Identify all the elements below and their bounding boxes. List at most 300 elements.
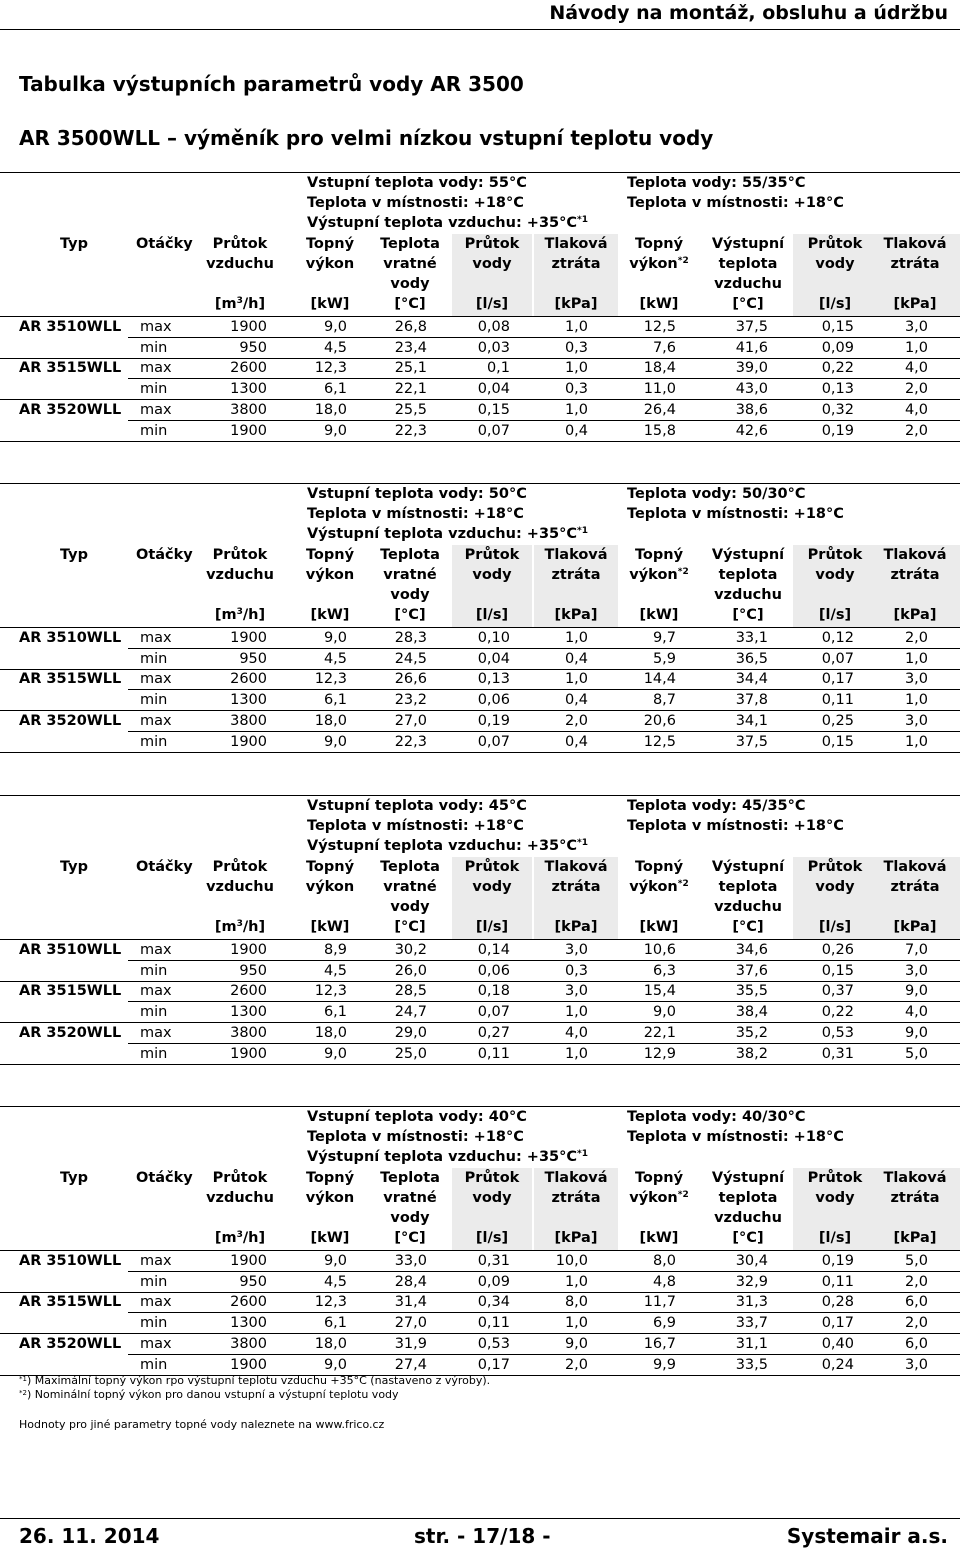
cell-kw2: 11,7 [643, 1294, 676, 1311]
unit-kw: [kW] [639, 919, 679, 935]
cell-otacky: max [140, 630, 172, 646]
cell-kw2: 12,5 [643, 733, 676, 750]
cell-kw: 6,1 [323, 692, 347, 709]
group-header-left: Výstupní teplota vzduchu: $+35^\circ C^{*1}$ [307, 1149, 588, 1165]
cell-dp2: 3,0 [904, 671, 928, 688]
col-header-return-temp: vratné [383, 1190, 437, 1206]
group-header-left: Vstupní teplota vody: 50°C [307, 486, 527, 502]
cell-ret: 31,9 [394, 1335, 427, 1352]
cell-typ: AR 3515WLL [19, 983, 122, 1000]
cell-kw2: 6,9 [652, 1315, 676, 1332]
unit-kpa: [kPa] [554, 919, 598, 935]
col-header-return-temp: vody [390, 899, 430, 915]
col-header-pressure-loss-nominal: Tlaková [883, 547, 947, 563]
unit-kpa: [kPa] [554, 296, 598, 312]
cell-air: 1300 [230, 1004, 267, 1021]
cell-flow2: 0,07 [821, 650, 854, 667]
col-header-heating: Topný [305, 859, 355, 875]
cell-dp2: 3,0 [904, 1356, 928, 1373]
cell-ret: 25,1 [394, 360, 427, 377]
cell-dp: 1,0 [564, 1315, 588, 1332]
col-header-water-flow: Průtok [464, 236, 520, 252]
cell-flow2: 0,26 [821, 942, 854, 958]
cell-air: 2600 [230, 983, 267, 1000]
col-header-heating-nominal: výkon$^{*2}$ [629, 879, 689, 895]
col-header-outlet-temp: Výstupní [711, 1170, 785, 1186]
cell-ret: 33,0 [394, 1253, 427, 1269]
cell-otacky: max [140, 712, 172, 729]
cell-air: 1900 [230, 942, 267, 958]
col-header-water-flow: Průtok [464, 859, 520, 875]
cell-otacky: max [140, 942, 172, 958]
cell-typ: AR 3510WLL [19, 630, 122, 646]
col-header-water-flow-nominal: Průtok [807, 859, 863, 875]
cell-dp: 1,0 [564, 360, 588, 377]
row-rule [0, 1064, 960, 1065]
cell-kw: 18,0 [314, 1024, 347, 1041]
col-header-typ: Typ [60, 547, 89, 563]
cell-dp: 1,0 [564, 1004, 588, 1021]
group-header-left: Výstupní teplota vzduchu: $+35^\circ C^{*1}$ [307, 526, 588, 542]
cell-flow2: 0,11 [821, 1273, 854, 1290]
cell-air: 2600 [230, 1294, 267, 1311]
unit-flow: [l/s] [475, 919, 509, 935]
col-header-return-temp: Teplota [380, 1170, 440, 1186]
cell-dp2: 2,0 [904, 1273, 928, 1290]
cell-air: 1300 [230, 692, 267, 709]
cell-typ: AR 3510WLL [19, 1253, 122, 1269]
col-header-water-flow: Průtok [464, 547, 520, 563]
cell-dp: 1,0 [564, 671, 588, 688]
cell-ret: 26,8 [394, 319, 427, 335]
header-rule [0, 29, 960, 30]
col-header-water-flow-nominal: vody [815, 567, 855, 583]
col-header-pressure-loss: ztráta [551, 1190, 601, 1206]
cell-out: 42,6 [735, 422, 768, 439]
col-header-return-temp: Teplota [380, 236, 440, 252]
cell-kw: 18,0 [314, 401, 347, 418]
col-header-air-flow: Průtok [212, 859, 268, 875]
cell-otacky: max [140, 401, 172, 418]
group-header-left: Teplota v místnosti: +18°C [307, 506, 524, 522]
col-header-air-flow: vzduchu [206, 1190, 274, 1206]
cell-ret: 25,0 [394, 1045, 427, 1062]
col-header-water-flow: vody [472, 879, 512, 895]
unit-flow: [l/s] [475, 296, 509, 312]
col-header-water-flow-nominal: vody [815, 879, 855, 895]
cell-dp2: 9,0 [904, 983, 928, 1000]
cell-ret: 24,5 [394, 650, 427, 667]
col-header-pressure-loss: ztráta [551, 567, 601, 583]
cell-out: 37,8 [735, 692, 768, 709]
unit-air-flow: $[m^3/h]$ [214, 919, 266, 935]
unit-celsius: [°C] [732, 919, 764, 935]
cell-ret: 24,7 [394, 1004, 427, 1021]
cell-kw2: 8,7 [652, 692, 676, 709]
col-header-pressure-loss-nominal: ztráta [890, 256, 940, 272]
cell-otacky: min [140, 1315, 168, 1332]
cell-ret: 23,2 [394, 692, 427, 709]
footnote-other: Hodnoty pro jiné parametry topné vody naleznete na www.frico.cz [19, 1418, 385, 1431]
cell-kw2: 9,0 [652, 1004, 676, 1021]
cell-kw: 9,0 [323, 1356, 347, 1373]
cell-otacky: max [140, 1024, 172, 1041]
cell-dp2: 6,0 [904, 1335, 928, 1352]
cell-ret: 28,4 [394, 1273, 427, 1290]
cell-kw2: 8,0 [652, 1253, 676, 1269]
group-header-right: Teplota vody: 40/30°C [627, 1109, 806, 1125]
cell-dp: 4,0 [564, 1024, 588, 1041]
param-table [0, 795, 960, 1065]
cell-out: 34,4 [735, 671, 768, 688]
cell-otacky: max [140, 319, 172, 335]
cell-out: 38,4 [735, 1004, 768, 1021]
cell-dp: 1,0 [564, 1273, 588, 1290]
unit-flow: [l/s] [818, 919, 852, 935]
cell-kw: 9,0 [323, 630, 347, 646]
cell-air: 3800 [230, 1024, 267, 1041]
cell-kw: 12,3 [314, 671, 347, 688]
cell-kw2: 7,6 [652, 339, 676, 356]
col-header-typ: Typ [60, 236, 89, 252]
cell-otacky: min [140, 381, 168, 398]
cell-dp: 2,0 [564, 712, 588, 729]
unit-air-flow: $[m^3/h]$ [214, 296, 266, 312]
cell-ret: 22,1 [394, 381, 427, 398]
cell-out: 34,6 [735, 942, 768, 958]
cell-kw2: 20,6 [643, 712, 676, 729]
cell-kw2: 26,4 [643, 401, 676, 418]
col-header-typ: Typ [60, 1170, 89, 1186]
cell-typ: AR 3515WLL [19, 1294, 122, 1311]
unit-celsius: [°C] [732, 296, 764, 312]
col-header-outlet-temp: vzduchu [714, 587, 782, 603]
cell-ret: 28,3 [394, 630, 427, 646]
cell-dp2: 2,0 [904, 630, 928, 646]
cell-flow2: 0,25 [821, 712, 854, 729]
unit-kw: [kW] [639, 296, 679, 312]
cell-ret: 22,3 [394, 733, 427, 750]
cell-air: 1300 [230, 1315, 267, 1332]
col-header-heating: Topný [305, 1170, 355, 1186]
cell-dp: 8,0 [564, 1294, 588, 1311]
col-header-pressure-loss: Tlaková [544, 236, 608, 252]
cell-dp2: 3,0 [904, 319, 928, 335]
cell-out: 33,5 [735, 1356, 768, 1373]
unit-kpa: [kPa] [554, 607, 598, 623]
cell-dp2: 5,0 [904, 1253, 928, 1269]
footer-company: Systemair a.s. [786, 1524, 948, 1548]
cell-otacky: min [140, 1273, 168, 1290]
cell-flow2: 0,19 [821, 422, 854, 439]
cell-typ: AR 3510WLL [19, 942, 122, 958]
col-header-pressure-loss-nominal: Tlaková [883, 236, 947, 252]
cell-flow: 0,04 [477, 381, 510, 398]
cell-dp: 0,3 [564, 962, 588, 979]
cell-flow: 0,53 [477, 1335, 510, 1352]
cell-flow2: 0,24 [821, 1356, 854, 1373]
cell-typ: AR 3515WLL [19, 671, 122, 688]
cell-kw2: 5,9 [652, 650, 676, 667]
cell-out: 31,3 [735, 1294, 768, 1311]
cell-dp2: 1,0 [904, 339, 928, 356]
cell-ret: 25,5 [394, 401, 427, 418]
unit-kpa: [kPa] [554, 1230, 598, 1246]
col-header-water-flow-nominal: vody [815, 256, 855, 272]
col-header-outlet-temp: vzduchu [714, 1210, 782, 1226]
row-rule [0, 441, 960, 442]
cell-air: 1900 [230, 733, 267, 750]
cell-flow: 0,14 [477, 942, 510, 958]
cell-dp2: 2,0 [904, 422, 928, 439]
cell-kw: 9,0 [323, 1045, 347, 1062]
cell-dp: 10,0 [555, 1253, 588, 1269]
cell-typ: AR 3520WLL [19, 712, 122, 729]
cell-out: 33,7 [735, 1315, 768, 1332]
page-title: Tabulka výstupních parametrů vody AR 3500 [19, 72, 524, 96]
unit-kw: [kW] [310, 919, 350, 935]
col-header-water-flow: Průtok [464, 1170, 520, 1186]
unit-kw: [kW] [310, 1230, 350, 1246]
col-header-pressure-loss: ztráta [551, 879, 601, 895]
cell-out: 43,0 [735, 381, 768, 398]
cell-air: 950 [239, 1273, 267, 1290]
footer-date: 26. 11. 2014 [19, 1524, 160, 1548]
cell-out: 34,1 [735, 712, 768, 729]
cell-kw: 18,0 [314, 712, 347, 729]
cell-air: 1900 [230, 1356, 267, 1373]
cell-kw: 8,9 [323, 942, 347, 958]
cell-flow: 0,08 [477, 319, 510, 335]
group-header-left: Teplota v místnosti: +18°C [307, 195, 524, 211]
group-header-left: Výstupní teplota vzduchu: $+35^\circ C^{*1}$ [307, 838, 588, 854]
col-header-pressure-loss: Tlaková [544, 547, 608, 563]
col-header-otacky: Otáčky [136, 859, 193, 875]
col-header-pressure-loss-nominal: ztráta [890, 879, 940, 895]
col-header-heating-nominal: výkon$^{*2}$ [629, 1190, 689, 1206]
cell-kw: 9,0 [323, 1253, 347, 1269]
col-header-pressure-loss-nominal: Tlaková [883, 1170, 947, 1186]
param-table [0, 1106, 960, 1376]
cell-out: 31,1 [735, 1335, 768, 1352]
cell-kw2: 9,7 [652, 630, 676, 646]
col-header-air-flow: Průtok [212, 547, 268, 563]
cell-out: 37,5 [735, 733, 768, 750]
unit-celsius: [°C] [394, 1230, 426, 1246]
cell-dp: 9,0 [564, 1335, 588, 1352]
cell-dp2: 1,0 [904, 692, 928, 709]
cell-typ: AR 3510WLL [19, 319, 122, 335]
cell-dp2: 4,0 [904, 1004, 928, 1021]
unit-kw: [kW] [639, 607, 679, 623]
col-header-otacky: Otáčky [136, 236, 193, 252]
unit-kw: [kW] [310, 296, 350, 312]
cell-out: 35,2 [735, 1024, 768, 1041]
header-bottom-rule [0, 939, 960, 940]
cell-air: 950 [239, 339, 267, 356]
cell-typ: AR 3520WLL [19, 1335, 122, 1352]
cell-kw: 6,1 [323, 1315, 347, 1332]
col-header-outlet-temp: vzduchu [714, 276, 782, 292]
col-header-heating: výkon [305, 256, 355, 272]
cell-otacky: min [140, 422, 168, 439]
cell-flow: 0,11 [477, 1045, 510, 1062]
cell-otacky: min [140, 1356, 168, 1373]
cell-flow: 0,07 [477, 422, 510, 439]
col-header-heating: výkon [305, 879, 355, 895]
cell-flow: 0,06 [477, 692, 510, 709]
cell-ret: 26,0 [394, 962, 427, 979]
cell-kw2: 11,0 [643, 381, 676, 398]
col-header-return-temp: vody [390, 276, 430, 292]
unit-flow: [l/s] [818, 1230, 852, 1246]
header-bottom-rule [0, 627, 960, 628]
cell-kw2: 15,8 [643, 422, 676, 439]
unit-flow: [l/s] [475, 607, 509, 623]
group-header-left: Výstupní teplota vzduchu: $+35^\circ C^{*1}$ [307, 215, 588, 231]
col-header-water-flow: vody [472, 256, 512, 272]
cell-ret: 23,4 [394, 339, 427, 356]
cell-flow: 0,17 [477, 1356, 510, 1373]
cell-kw2: 18,4 [643, 360, 676, 377]
cell-kw2: 12,5 [643, 319, 676, 335]
col-header-return-temp: vody [390, 1210, 430, 1226]
cell-air: 950 [239, 962, 267, 979]
cell-air: 2600 [230, 671, 267, 688]
cell-dp2: 7,0 [904, 942, 928, 958]
cell-kw2: 4,8 [652, 1273, 676, 1290]
col-header-return-temp: Teplota [380, 859, 440, 875]
header-bottom-rule [0, 1250, 960, 1251]
col-header-heating: výkon [305, 567, 355, 583]
cell-otacky: min [140, 339, 168, 356]
page-subtitle: AR 3500WLL – výměník pro velmi nízkou vstupní teplotu vody [19, 126, 714, 150]
col-header-outlet-temp: teplota [718, 879, 778, 895]
cell-otacky: min [140, 650, 168, 667]
unit-kpa: [kPa] [893, 296, 937, 312]
cell-dp: 3,0 [564, 942, 588, 958]
col-header-typ: Typ [60, 859, 89, 875]
unit-air-flow: $[m^3/h]$ [214, 1230, 266, 1246]
cell-kw: 4,5 [323, 1273, 347, 1290]
cell-kw2: 12,9 [643, 1045, 676, 1062]
cell-out: 30,4 [735, 1253, 768, 1269]
cell-flow: 0,13 [477, 671, 510, 688]
cell-otacky: max [140, 1335, 172, 1352]
cell-kw: 12,3 [314, 1294, 347, 1311]
unit-flow: [l/s] [818, 607, 852, 623]
cell-flow: 0,27 [477, 1024, 510, 1041]
cell-dp: 1,0 [564, 401, 588, 418]
cell-dp: 0,4 [564, 650, 588, 667]
unit-flow: [l/s] [475, 1230, 509, 1246]
cell-typ: AR 3520WLL [19, 401, 122, 418]
cell-flow2: 0,15 [821, 733, 854, 750]
col-header-return-temp: vratné [383, 256, 437, 272]
col-header-air-flow: vzduchu [206, 256, 274, 272]
col-header-heating: Topný [305, 547, 355, 563]
col-header-heating-nominal: Topný [634, 1170, 684, 1186]
unit-kpa: [kPa] [893, 1230, 937, 1246]
cell-dp: 0,4 [564, 422, 588, 439]
col-header-heating-nominal: výkon$^{*2}$ [629, 567, 689, 583]
group-header-left: Vstupní teplota vody: 55°C [307, 175, 527, 191]
cell-flow2: 0,15 [821, 319, 854, 335]
cell-dp2: 4,0 [904, 401, 928, 418]
cell-flow: 0,04 [477, 650, 510, 667]
unit-kpa: [kPa] [893, 919, 937, 935]
col-header-water-flow-nominal: Průtok [807, 547, 863, 563]
unit-kpa: [kPa] [893, 607, 937, 623]
cell-air: 3800 [230, 712, 267, 729]
col-header-outlet-temp: vzduchu [714, 899, 782, 915]
cell-dp2: 9,0 [904, 1024, 928, 1041]
cell-dp2: 5,0 [904, 1045, 928, 1062]
cell-dp: 3,0 [564, 983, 588, 1000]
col-header-pressure-loss: ztráta [551, 256, 601, 272]
group-header-left: Teplota v místnosti: +18°C [307, 1129, 524, 1145]
col-header-pressure-loss-nominal: Tlaková [883, 859, 947, 875]
cell-flow: 0,31 [477, 1253, 510, 1269]
cell-dp: 2,0 [564, 1356, 588, 1373]
cell-flow2: 0,17 [821, 671, 854, 688]
col-header-outlet-temp: teplota [718, 256, 778, 272]
unit-celsius: [°C] [732, 1230, 764, 1246]
col-header-outlet-temp: teplota [718, 1190, 778, 1206]
cell-flow: 0,09 [477, 1273, 510, 1290]
cell-otacky: min [140, 962, 168, 979]
cell-kw2: 6,3 [652, 962, 676, 979]
cell-flow2: 0,53 [821, 1024, 854, 1041]
col-header-otacky: Otáčky [136, 1170, 193, 1186]
cell-out: 39,0 [735, 360, 768, 377]
cell-otacky: max [140, 983, 172, 1000]
cell-dp: 0,3 [564, 339, 588, 356]
cell-ret: 22,3 [394, 422, 427, 439]
cell-otacky: max [140, 1253, 172, 1269]
group-header-right: Teplota v místnosti: +18°C [627, 1129, 844, 1145]
col-header-water-flow-nominal: Průtok [807, 1170, 863, 1186]
group-header-right: Teplota v místnosti: +18°C [627, 818, 844, 834]
cell-flow: 0,07 [477, 733, 510, 750]
cell-dp: 0,4 [564, 733, 588, 750]
cell-otacky: min [140, 1045, 168, 1062]
cell-dp2: 3,0 [904, 712, 928, 729]
cell-flow: 0,18 [477, 983, 510, 1000]
doc-title: Návody na montáž, obsluhu a údržbu [549, 2, 948, 24]
col-header-outlet-temp: teplota [718, 567, 778, 583]
unit-air-flow: $[m^3/h]$ [214, 607, 266, 623]
cell-flow2: 0,22 [821, 360, 854, 377]
col-header-water-flow-nominal: Průtok [807, 236, 863, 252]
cell-ret: 27,4 [394, 1356, 427, 1373]
cell-kw2: 22,1 [643, 1024, 676, 1041]
cell-dp2: 2,0 [904, 381, 928, 398]
cell-ret: 27,0 [394, 712, 427, 729]
cell-out: 33,1 [735, 630, 768, 646]
cell-kw: 18,0 [314, 1335, 347, 1352]
cell-kw: 4,5 [323, 339, 347, 356]
cell-flow2: 0,09 [821, 339, 854, 356]
unit-kw: [kW] [639, 1230, 679, 1246]
cell-out: 38,6 [735, 401, 768, 418]
unit-celsius: [°C] [394, 919, 426, 935]
cell-ret: 31,4 [394, 1294, 427, 1311]
cell-kw2: 15,4 [643, 983, 676, 1000]
col-header-heating: výkon [305, 1190, 355, 1206]
cell-otacky: min [140, 733, 168, 750]
cell-out: 41,6 [735, 339, 768, 356]
